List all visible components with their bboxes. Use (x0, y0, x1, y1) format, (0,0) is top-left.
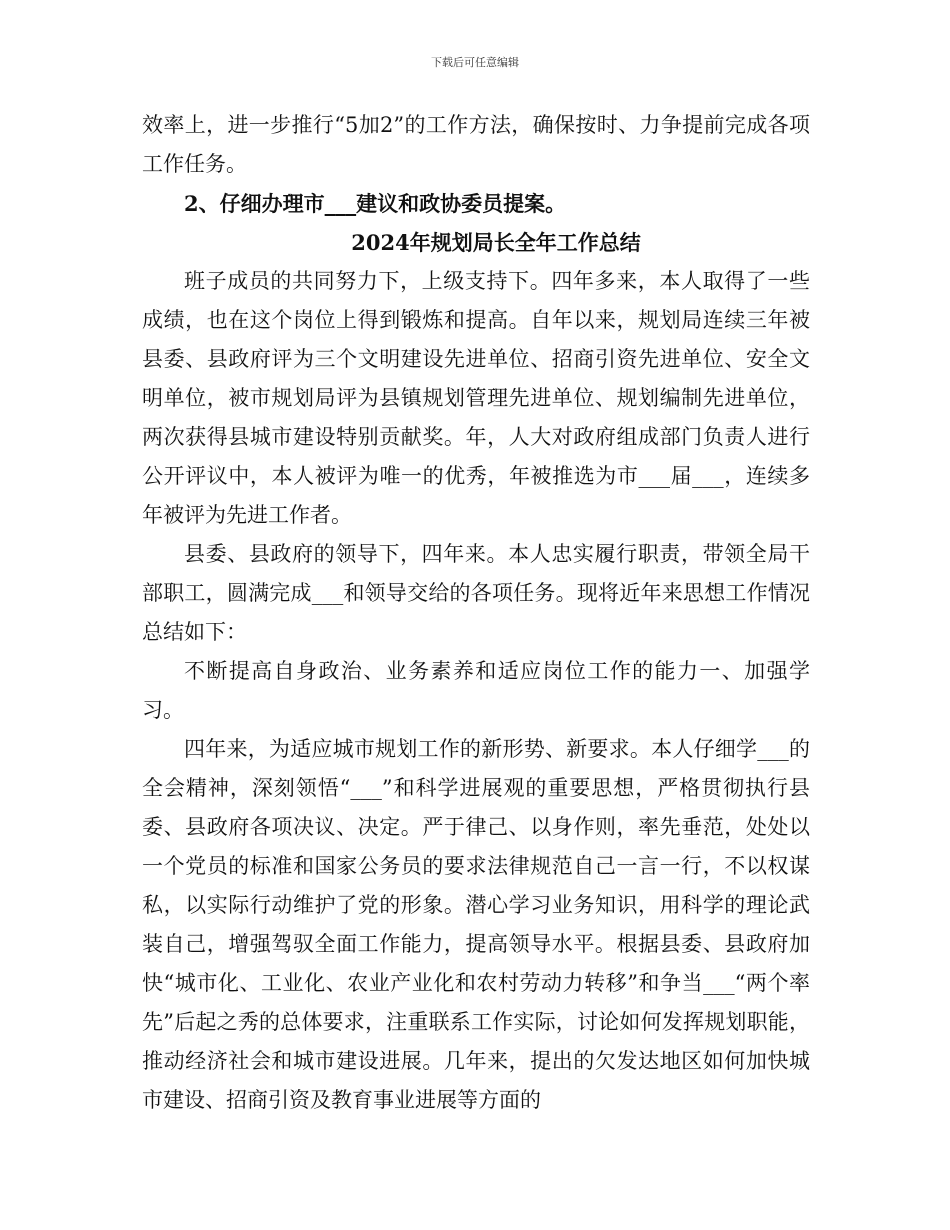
header-note: 下载后可任意编辑 (431, 56, 519, 69)
document-body (142, 106, 810, 1120)
paragraph-continuation: 效率上，进一步推行“5加2”的工作方法，确保按时、力争提前完成各项工作任务。 (142, 113, 810, 176)
paragraph-study-heading: 不断提高自身政治、业务素养和适应岗位工作的能力一、加强学习。 (142, 659, 810, 722)
paragraph-achievements: 班子成员的共同努力下，上级支持下。四年多来，本人取得了一些成绩，也在这个岗位上得到锻炼和提高。自年以来，规划局连续三年被县委、县政府评为三个文明建设先进单位、招商引资先进单位、安全文明单位，被市规划局评为县镇规划管理先进单位、规划编制先进单位，两次获得县城市建设特别贡献奖。年，人大对政府组成部门负责人进行公开评议中，本人被评为唯一的优秀，年被推选为市___届___，连续多年被评为先进工作者。 (142, 269, 810, 527)
document-title: 2024年规划局长全年工作总结 (351, 230, 641, 255)
section-heading: 2、仔细办理市___建议和政协委员提案。 (184, 191, 567, 216)
paragraph-study-detail: 四年来，为适应城市规划工作的新形势、新要求。本人仔细学___的全会精神，深刻领悟“___”和科学进展观的重要思想，严格贯彻执行县委、县政府各项决议、决定。严于律己、以身作则，率先垂范，处处以一个党员的标准和国家公务员的要求法律规范自己一言一行，不以权谋私，以实际行动维护了党的形象。潜心学习业务知识，用科学的理论武装自己，增强驾驭全面工作能力，提高领导水平。根据县委、县政府加快“城市化、工业化、农业产业化和农村劳动力转移”和争当___“两个率先”后起之秀的总体要求，注重联系工作实际，讨论如何发挥规划职能，推动经济社会和城市建设进展。几年来，提出的欠发达地区如何加快城市建设、招商引资及教育事业进展等方面的 (142, 737, 810, 1112)
paragraph-summary-intro: 县委、县政府的领导下，四年来。本人忠实履行职责，带领全局干部职工，圆满完成___和领导交给的各项任务。现将近年来思想工作情况总结如下： (142, 542, 810, 644)
